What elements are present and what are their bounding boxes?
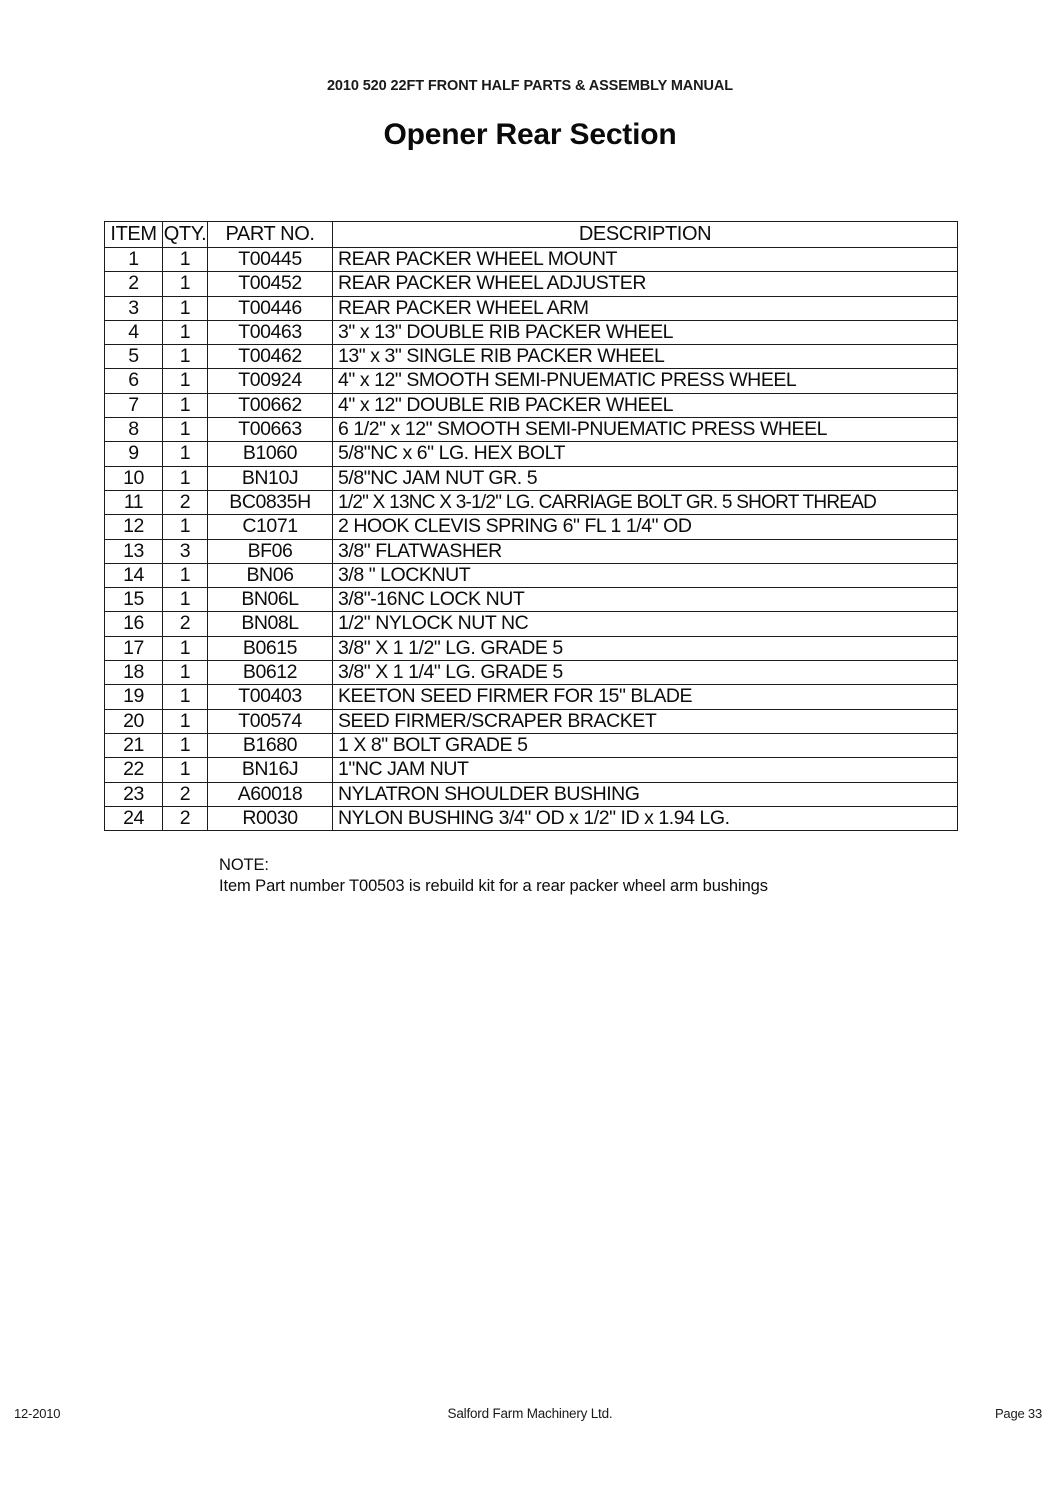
footer-company: Salford Farm Machinery Ltd. — [447, 1406, 613, 1421]
cell-description: 4" x 12" DOUBLE RIB PACKER WHEEL — [333, 393, 958, 417]
cell-qty: 1 — [163, 393, 208, 417]
parts-table — [104, 221, 958, 831]
cell-description: NYLON BUSHING 3/4" OD x 1/2" ID x 1.94 LG. — [333, 806, 958, 830]
cell-item: 22 — [105, 758, 163, 782]
cell-part-no: BN10J — [208, 466, 333, 490]
cell-item: 12 — [105, 515, 163, 539]
cell-part-no: B1060 — [208, 442, 333, 466]
cell-part-no: T00403 — [208, 685, 333, 709]
cell-item: 19 — [105, 685, 163, 709]
cell-item: 15 — [105, 588, 163, 612]
table-row — [105, 661, 958, 685]
cell-item: 4 — [105, 320, 163, 344]
cell-description: 3/8" X 1 1/2" LG. GRADE 5 — [333, 636, 958, 660]
cell-item: 16 — [105, 612, 163, 636]
cell-part-no: BF06 — [208, 539, 333, 563]
cell-description: REAR PACKER WHEEL ARM — [333, 296, 958, 320]
cell-qty: 1 — [163, 466, 208, 490]
cell-description: 3/8"-16NC LOCK NUT — [333, 588, 958, 612]
table-row — [105, 345, 958, 369]
table-row — [105, 248, 958, 272]
cell-part-no: T00924 — [208, 369, 333, 393]
column-header-part-no: PART NO. — [208, 222, 333, 248]
cell-part-no: BN08L — [208, 612, 333, 636]
cell-part-no: T00445 — [208, 248, 333, 272]
cell-part-no: B0612 — [208, 661, 333, 685]
table-row — [105, 515, 958, 539]
cell-item: 13 — [105, 539, 163, 563]
table-row — [105, 588, 958, 612]
cell-description: 1"NC JAM NUT — [333, 758, 958, 782]
parts-table-container — [104, 221, 957, 831]
cell-description: 3/8" FLATWASHER — [333, 539, 958, 563]
cell-qty: 1 — [163, 345, 208, 369]
table-row — [105, 733, 958, 757]
cell-qty: 1 — [163, 636, 208, 660]
cell-qty: 1 — [163, 296, 208, 320]
cell-description: NYLATRON SHOULDER BUSHING — [333, 782, 958, 806]
cell-qty: 1 — [163, 320, 208, 344]
cell-qty: 1 — [163, 685, 208, 709]
cell-description: KEETON SEED FIRMER FOR 15" BLADE — [333, 685, 958, 709]
cell-qty: 1 — [163, 248, 208, 272]
cell-part-no: BN16J — [208, 758, 333, 782]
cell-description: 3" x 13" DOUBLE RIB PACKER WHEEL — [333, 320, 958, 344]
table-row — [105, 442, 958, 466]
cell-item: 10 — [105, 466, 163, 490]
cell-qty: 1 — [163, 661, 208, 685]
cell-item: 6 — [105, 369, 163, 393]
table-row — [105, 418, 958, 442]
cell-description: 5/8"NC x 6" LG. HEX BOLT — [333, 442, 958, 466]
cell-part-no: T00574 — [208, 709, 333, 733]
cell-part-no: A60018 — [208, 782, 333, 806]
cell-item: 11 — [105, 490, 163, 514]
cell-item: 20 — [105, 709, 163, 733]
page-title: Opener Rear Section — [383, 118, 677, 151]
cell-part-no: BN06L — [208, 588, 333, 612]
cell-part-no: T00463 — [208, 320, 333, 344]
running-header: 2010 520 22FT FRONT HALF PARTS & ASSEMBLY MANUAL — [326, 78, 734, 94]
cell-part-no: T00462 — [208, 345, 333, 369]
table-row — [105, 758, 958, 782]
note-block — [219, 855, 768, 897]
document-footer — [0, 1406, 1060, 1426]
cell-item: 14 — [105, 563, 163, 587]
table-row — [105, 272, 958, 296]
cell-description: 13" x 3" SINGLE RIB PACKER WHEEL — [333, 345, 958, 369]
cell-item: 8 — [105, 418, 163, 442]
cell-item: 5 — [105, 345, 163, 369]
table-row — [105, 296, 958, 320]
table-row — [105, 539, 958, 563]
cell-description: 1 X 8" BOLT GRADE 5 — [333, 733, 958, 757]
cell-qty: 2 — [163, 806, 208, 830]
cell-qty: 1 — [163, 758, 208, 782]
cell-qty: 1 — [163, 709, 208, 733]
cell-item: 18 — [105, 661, 163, 685]
column-header-item: ITEM — [105, 222, 163, 248]
cell-item: 24 — [105, 806, 163, 830]
cell-item: 23 — [105, 782, 163, 806]
cell-description: 5/8"NC JAM NUT GR. 5 — [333, 466, 958, 490]
cell-part-no: B0615 — [208, 636, 333, 660]
cell-description: 6 1/2" x 12" SMOOTH SEMI-PNUEMATIC PRESS WHEEL — [333, 418, 958, 442]
cell-part-no: T00452 — [208, 272, 333, 296]
table-row — [105, 782, 958, 806]
cell-qty: 1 — [163, 588, 208, 612]
table-header-row — [105, 222, 958, 248]
cell-item: 3 — [105, 296, 163, 320]
cell-part-no: T00662 — [208, 393, 333, 417]
cell-description: 3/8 " LOCKNUT — [333, 563, 958, 587]
cell-description: 4" x 12" SMOOTH SEMI-PNUEMATIC PRESS WHEEL — [333, 369, 958, 393]
cell-description: 3/8" X 1 1/4" LG. GRADE 5 — [333, 661, 958, 685]
cell-description: REAR PACKER WHEEL MOUNT — [333, 248, 958, 272]
cell-qty: 1 — [163, 515, 208, 539]
cell-qty: 1 — [163, 272, 208, 296]
cell-qty: 3 — [163, 539, 208, 563]
cell-part-no: T00446 — [208, 296, 333, 320]
table-row — [105, 806, 958, 830]
cell-description: 1/2" X 13NC X 3-1/2" LG. CARRIAGE BOLT GR. 5 SHORT THREAD — [333, 490, 958, 514]
cell-description: REAR PACKER WHEEL ADJUSTER — [333, 272, 958, 296]
cell-description: 1/2" NYLOCK NUT NC — [333, 612, 958, 636]
cell-qty: 1 — [163, 418, 208, 442]
table-row — [105, 563, 958, 587]
cell-qty: 2 — [163, 490, 208, 514]
table-row — [105, 466, 958, 490]
table-row — [105, 685, 958, 709]
table-row — [105, 612, 958, 636]
cell-part-no: B1680 — [208, 733, 333, 757]
cell-item: 17 — [105, 636, 163, 660]
cell-part-no: C1071 — [208, 515, 333, 539]
footer-page-number: Page 33 — [994, 1406, 1042, 1421]
cell-item: 7 — [105, 393, 163, 417]
cell-part-no: R0030 — [208, 806, 333, 830]
note-text: Item Part number T00503 is rebuild kit for a rear packer wheel arm bushings — [219, 877, 768, 895]
cell-item: 21 — [105, 733, 163, 757]
table-row — [105, 709, 958, 733]
cell-qty: 2 — [163, 612, 208, 636]
parts-table-body — [105, 248, 958, 831]
cell-item: 1 — [105, 248, 163, 272]
table-row — [105, 490, 958, 514]
cell-qty: 1 — [163, 563, 208, 587]
parts-table-header — [105, 222, 958, 248]
cell-description: 2 HOOK CLEVIS SPRING 6" FL 1 1/4" OD — [333, 515, 958, 539]
column-header-description: DESCRIPTION — [333, 222, 958, 248]
table-row — [105, 636, 958, 660]
table-row — [105, 393, 958, 417]
cell-part-no: BN06 — [208, 563, 333, 587]
cell-item: 9 — [105, 442, 163, 466]
note-label: NOTE: — [219, 856, 269, 874]
cell-part-no: BC0835H — [208, 490, 333, 514]
cell-qty: 2 — [163, 782, 208, 806]
table-row — [105, 320, 958, 344]
cell-qty: 1 — [163, 369, 208, 393]
column-header-qty: QTY. — [163, 222, 208, 248]
cell-description: SEED FIRMER/SCRAPER BRACKET — [333, 709, 958, 733]
cell-qty: 1 — [163, 733, 208, 757]
footer-date: 12-2010 — [14, 1406, 61, 1421]
cell-part-no: T00663 — [208, 418, 333, 442]
cell-qty: 1 — [163, 442, 208, 466]
cell-item: 2 — [105, 272, 163, 296]
table-row — [105, 369, 958, 393]
